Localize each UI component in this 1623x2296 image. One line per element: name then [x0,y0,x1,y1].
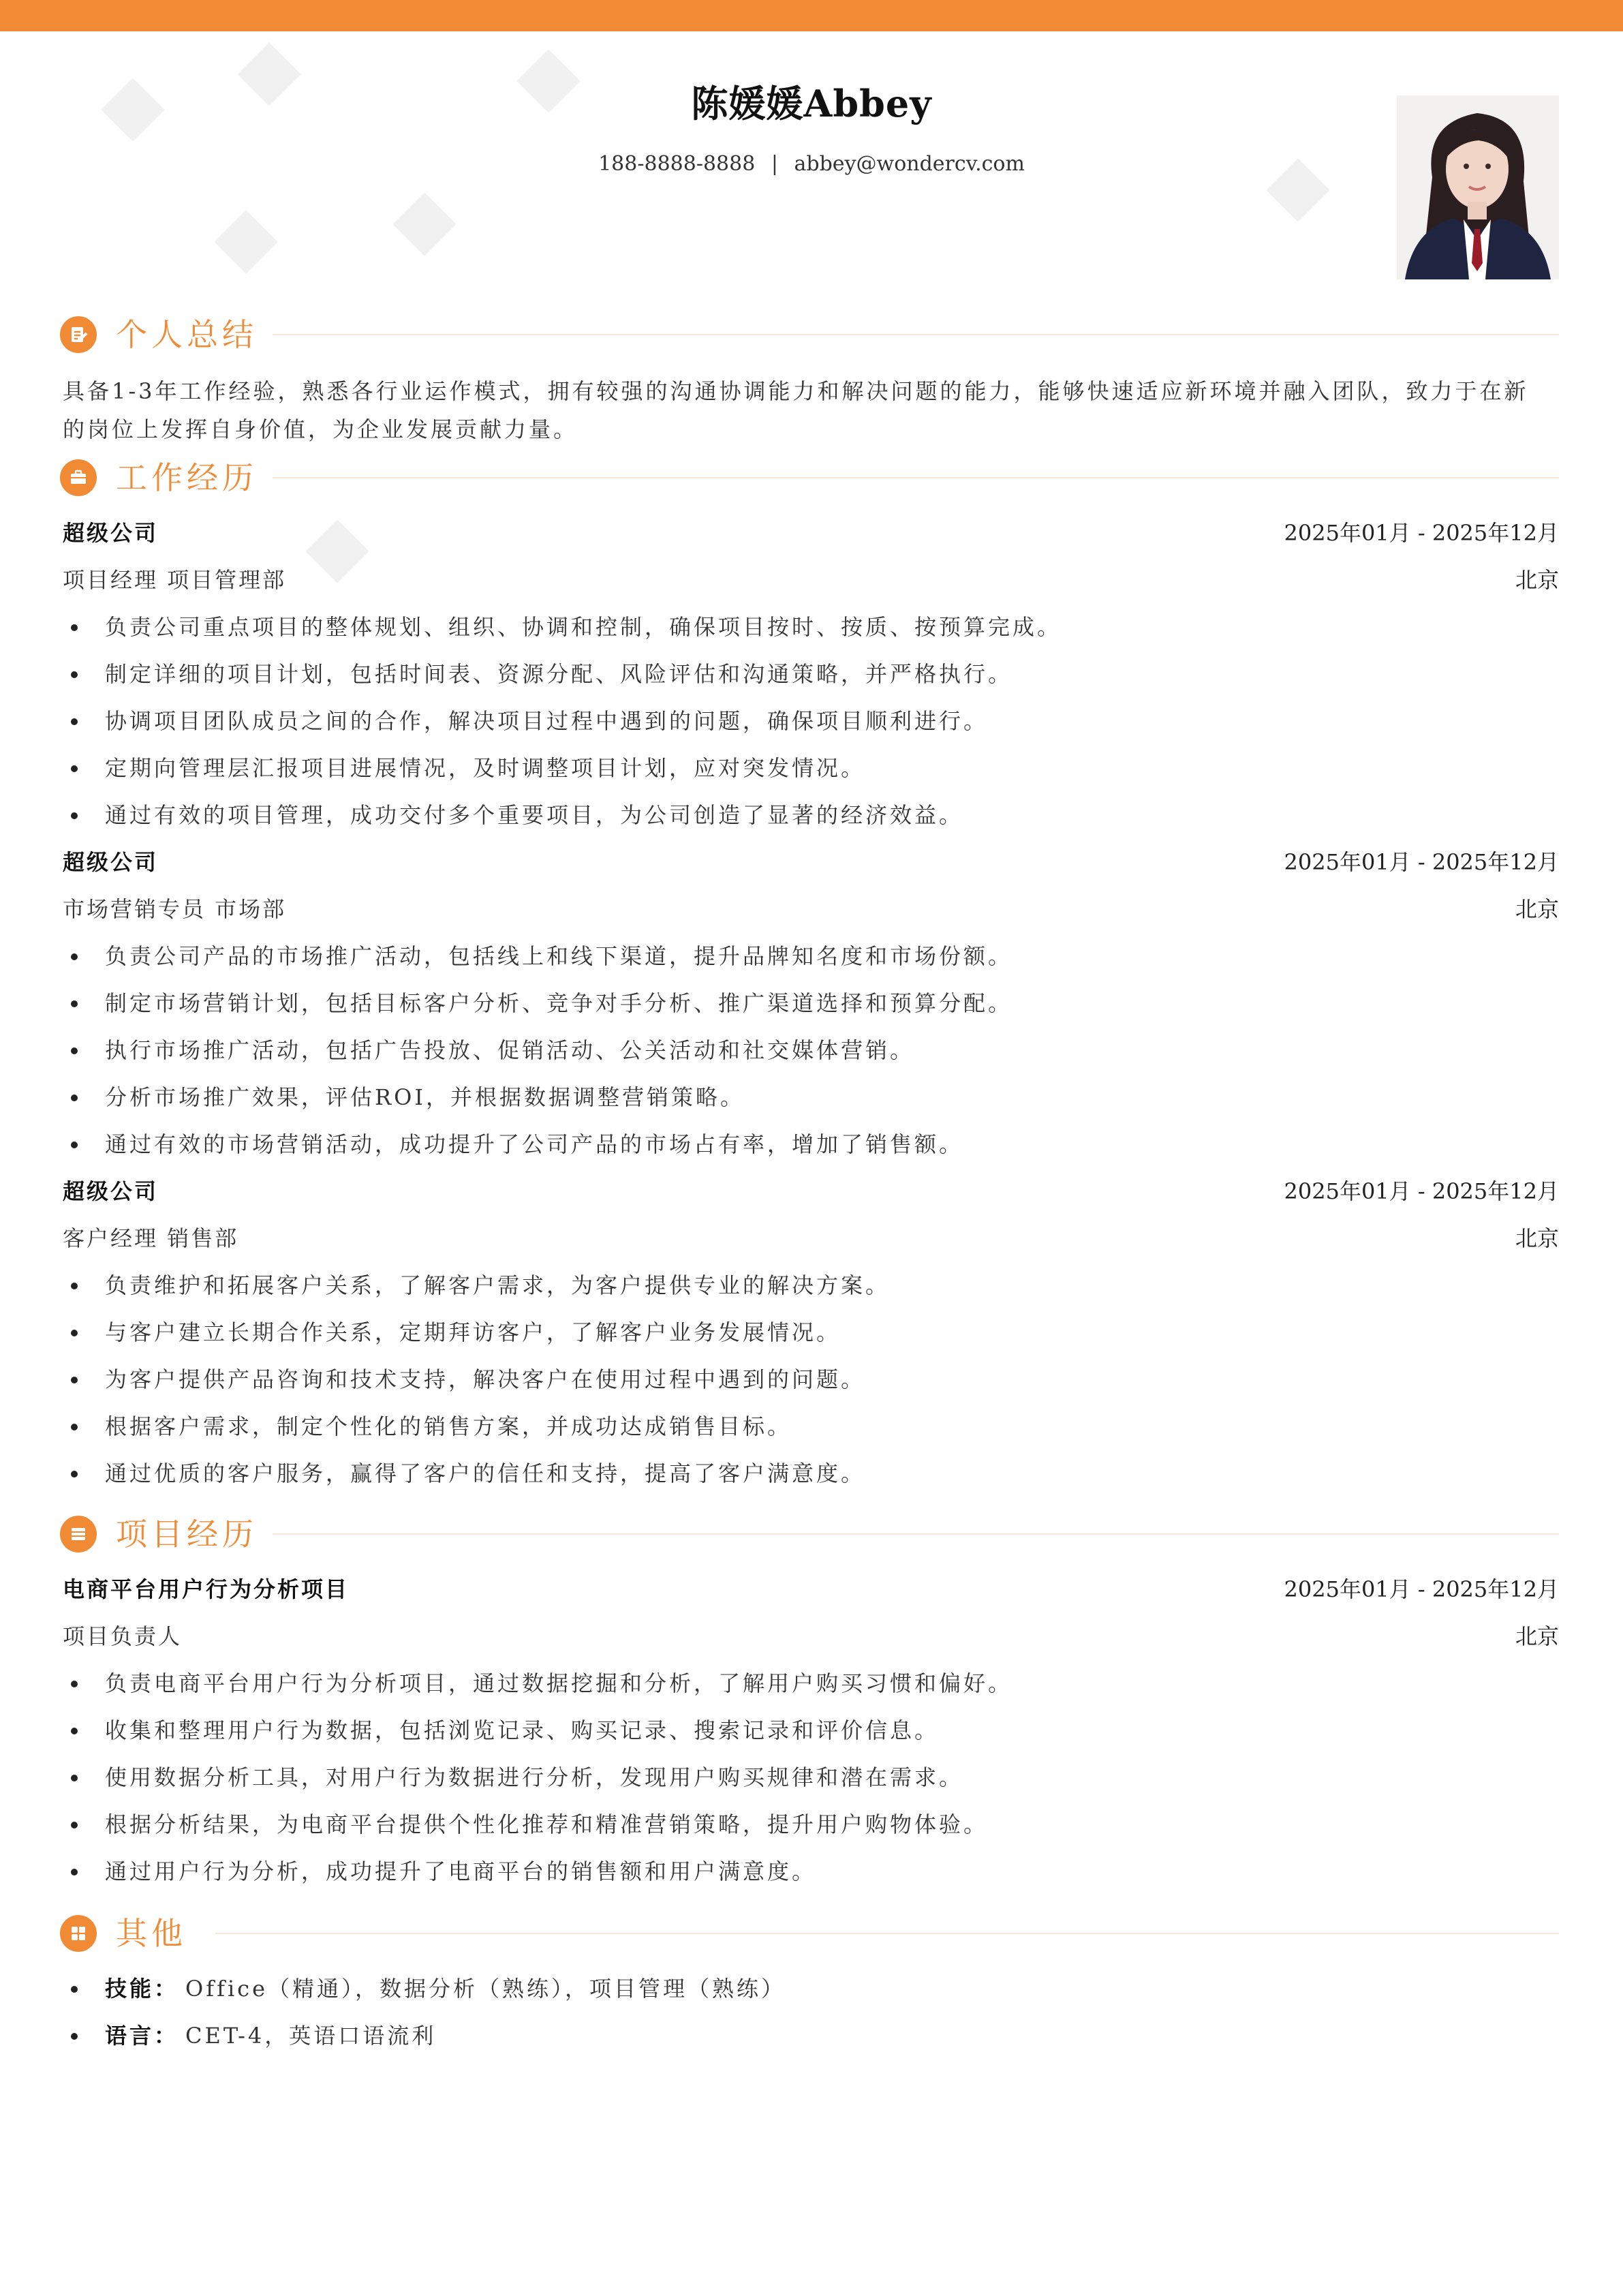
project-name: 电商平台用户行为分析项目 [63,1576,350,1602]
project-entry [63,1566,1559,1895]
list-item: 根据分析结果，为电商平台提供个性化推荐和精准营销策略，提升用户购物体验。 [63,1801,1559,1848]
location: 北京 [1515,1225,1559,1251]
list-item: 制定市场营销计划，包括目标客户分析、竞争对手分析、推广渠道选择和预算分配。 [63,980,1559,1027]
location: 北京 [1515,896,1559,922]
section-divider [215,1933,1559,1934]
top-accent-bar [0,0,1623,31]
location: 北京 [1515,567,1559,593]
resume-header [0,75,1623,176]
candidate-name: 陈媛媛Abbey [691,82,932,125]
language-label: 语言： [105,2023,179,2049]
date-range: 2025年01月 - 2025年12月 [1284,1576,1559,1602]
section-work-heading [60,455,1559,503]
briefcase-icon [60,459,97,496]
company-name: 超级公司 [63,520,159,546]
decor-diamond [392,192,456,256]
profile-photo [1397,95,1559,279]
job-role: 客户经理 销售部 [63,1225,239,1251]
responsibility-list [63,604,1559,839]
section-title: 其他 [116,1915,187,1952]
job-role: 项目经理 项目管理部 [63,567,287,593]
portrait-image [1397,95,1559,279]
language-value: CET-4，英语口语流利 [185,2023,437,2049]
work-entry [63,1168,1559,1497]
section-divider [273,1533,1559,1535]
company-name: 超级公司 [63,1178,159,1204]
section-divider [273,477,1559,478]
date-range: 2025年01月 - 2025年12月 [1284,520,1559,546]
list-item: 通过有效的市场营销活动，成功提升了公司产品的市场占有率，增加了销售额。 [63,1121,1559,1168]
project-icon [60,1516,97,1552]
date-range: 2025年01月 - 2025年12月 [1284,1178,1559,1204]
list-item: 分析市场推广效果，评估ROI，并根据数据调整营销策略。 [63,1074,1559,1121]
list-item: 负责公司重点项目的整体规划、组织、协调和控制，确保项目按时、按质、按预算完成。 [63,604,1559,651]
list-item: 使用数据分析工具，对用户行为数据进行分析，发现用户购买规律和潜在需求。 [63,1754,1559,1801]
contact-line [0,152,1623,176]
list-item: 收集和整理用户行为数据，包括浏览记录、购买记录、搜索记录和评价信息。 [63,1707,1559,1754]
language-item [63,2012,1559,2060]
grid-icon [60,1915,97,1952]
project-detail-list [63,1660,1559,1895]
section-summary-heading [60,312,1559,360]
other-list [63,1965,1559,2060]
date-range: 2025年01月 - 2025年12月 [1284,849,1559,875]
work-entry [63,839,1559,1168]
decor-diamond [214,210,277,273]
contact-separator: | [771,152,778,176]
summary-text: 具备1-3年工作经验，熟悉各行业运作模式，拥有较强的沟通协调能力和解决问题的能力，能够快速适应新环境并融入团队，致力于在新的岗位上发挥自身价值，为企业发展贡献力量。 [63,378,1529,442]
list-item: 根据客户需求，制定个性化的销售方案，并成功达成销售目标。 [63,1403,1559,1450]
skills-value: Office（精通），数据分析（熟练），项目管理（熟练） [185,1976,786,2002]
section-title: 个人总结 [116,316,258,353]
list-item: 通过用户行为分析，成功提升了电商平台的销售额和用户满意度。 [63,1848,1559,1895]
list-item: 与客户建立长期合作关系，定期拜访客户，了解客户业务发展情况。 [63,1309,1559,1356]
work-entry [63,510,1559,839]
list-item: 为客户提供产品咨询和技术支持，解决客户在使用过程中遇到的问题。 [63,1356,1559,1403]
responsibility-list [63,933,1559,1168]
list-item: 负责维护和拓展客户关系，了解客户需求，为客户提供专业的解决方案。 [63,1262,1559,1309]
list-item: 负责公司产品的市场推广活动，包括线上和线下渠道，提升品牌知名度和市场份额。 [63,933,1559,980]
job-role: 市场营销专员 市场部 [63,896,287,922]
project-role: 项目负责人 [63,1623,183,1649]
skills-item [63,1965,1559,2012]
section-title: 项目经历 [116,1516,258,1552]
list-item: 通过优质的客户服务，赢得了客户的信任和支持，提高了客户满意度。 [63,1450,1559,1497]
company-name: 超级公司 [63,849,159,875]
list-item: 协调项目团队成员之间的合作，解决项目过程中遇到的问题，确保项目顺利进行。 [63,698,1559,745]
list-item: 定期向管理层汇报项目进展情况，及时调整项目计划，应对突发情况。 [63,745,1559,792]
location: 北京 [1515,1623,1559,1649]
section-divider [273,334,1559,335]
section-title: 工作经历 [116,459,258,496]
section-project-heading [60,1512,1559,1559]
list-item: 执行市场推广活动，包括广告投放、促销活动、公关活动和社交媒体营销。 [63,1027,1559,1074]
list-item: 负责电商平台用户行为分析项目，通过数据挖掘和分析，了解用户购买习惯和偏好。 [63,1660,1559,1707]
skills-label: 技能： [105,1976,179,2002]
other-entry [63,1965,1559,2060]
list-item: 制定详细的项目计划，包括时间表、资源分配、风险评估和沟通策略，并严格执行。 [63,651,1559,698]
edit-icon [60,316,97,353]
list-item: 通过有效的项目管理，成功交付多个重要项目，为公司创造了显著的经济效益。 [63,792,1559,839]
email: abbey@wondercv.com [794,152,1025,176]
responsibility-list [63,1262,1559,1497]
section-other-heading [60,1911,1559,1959]
phone: 188-8888-8888 [598,152,756,176]
